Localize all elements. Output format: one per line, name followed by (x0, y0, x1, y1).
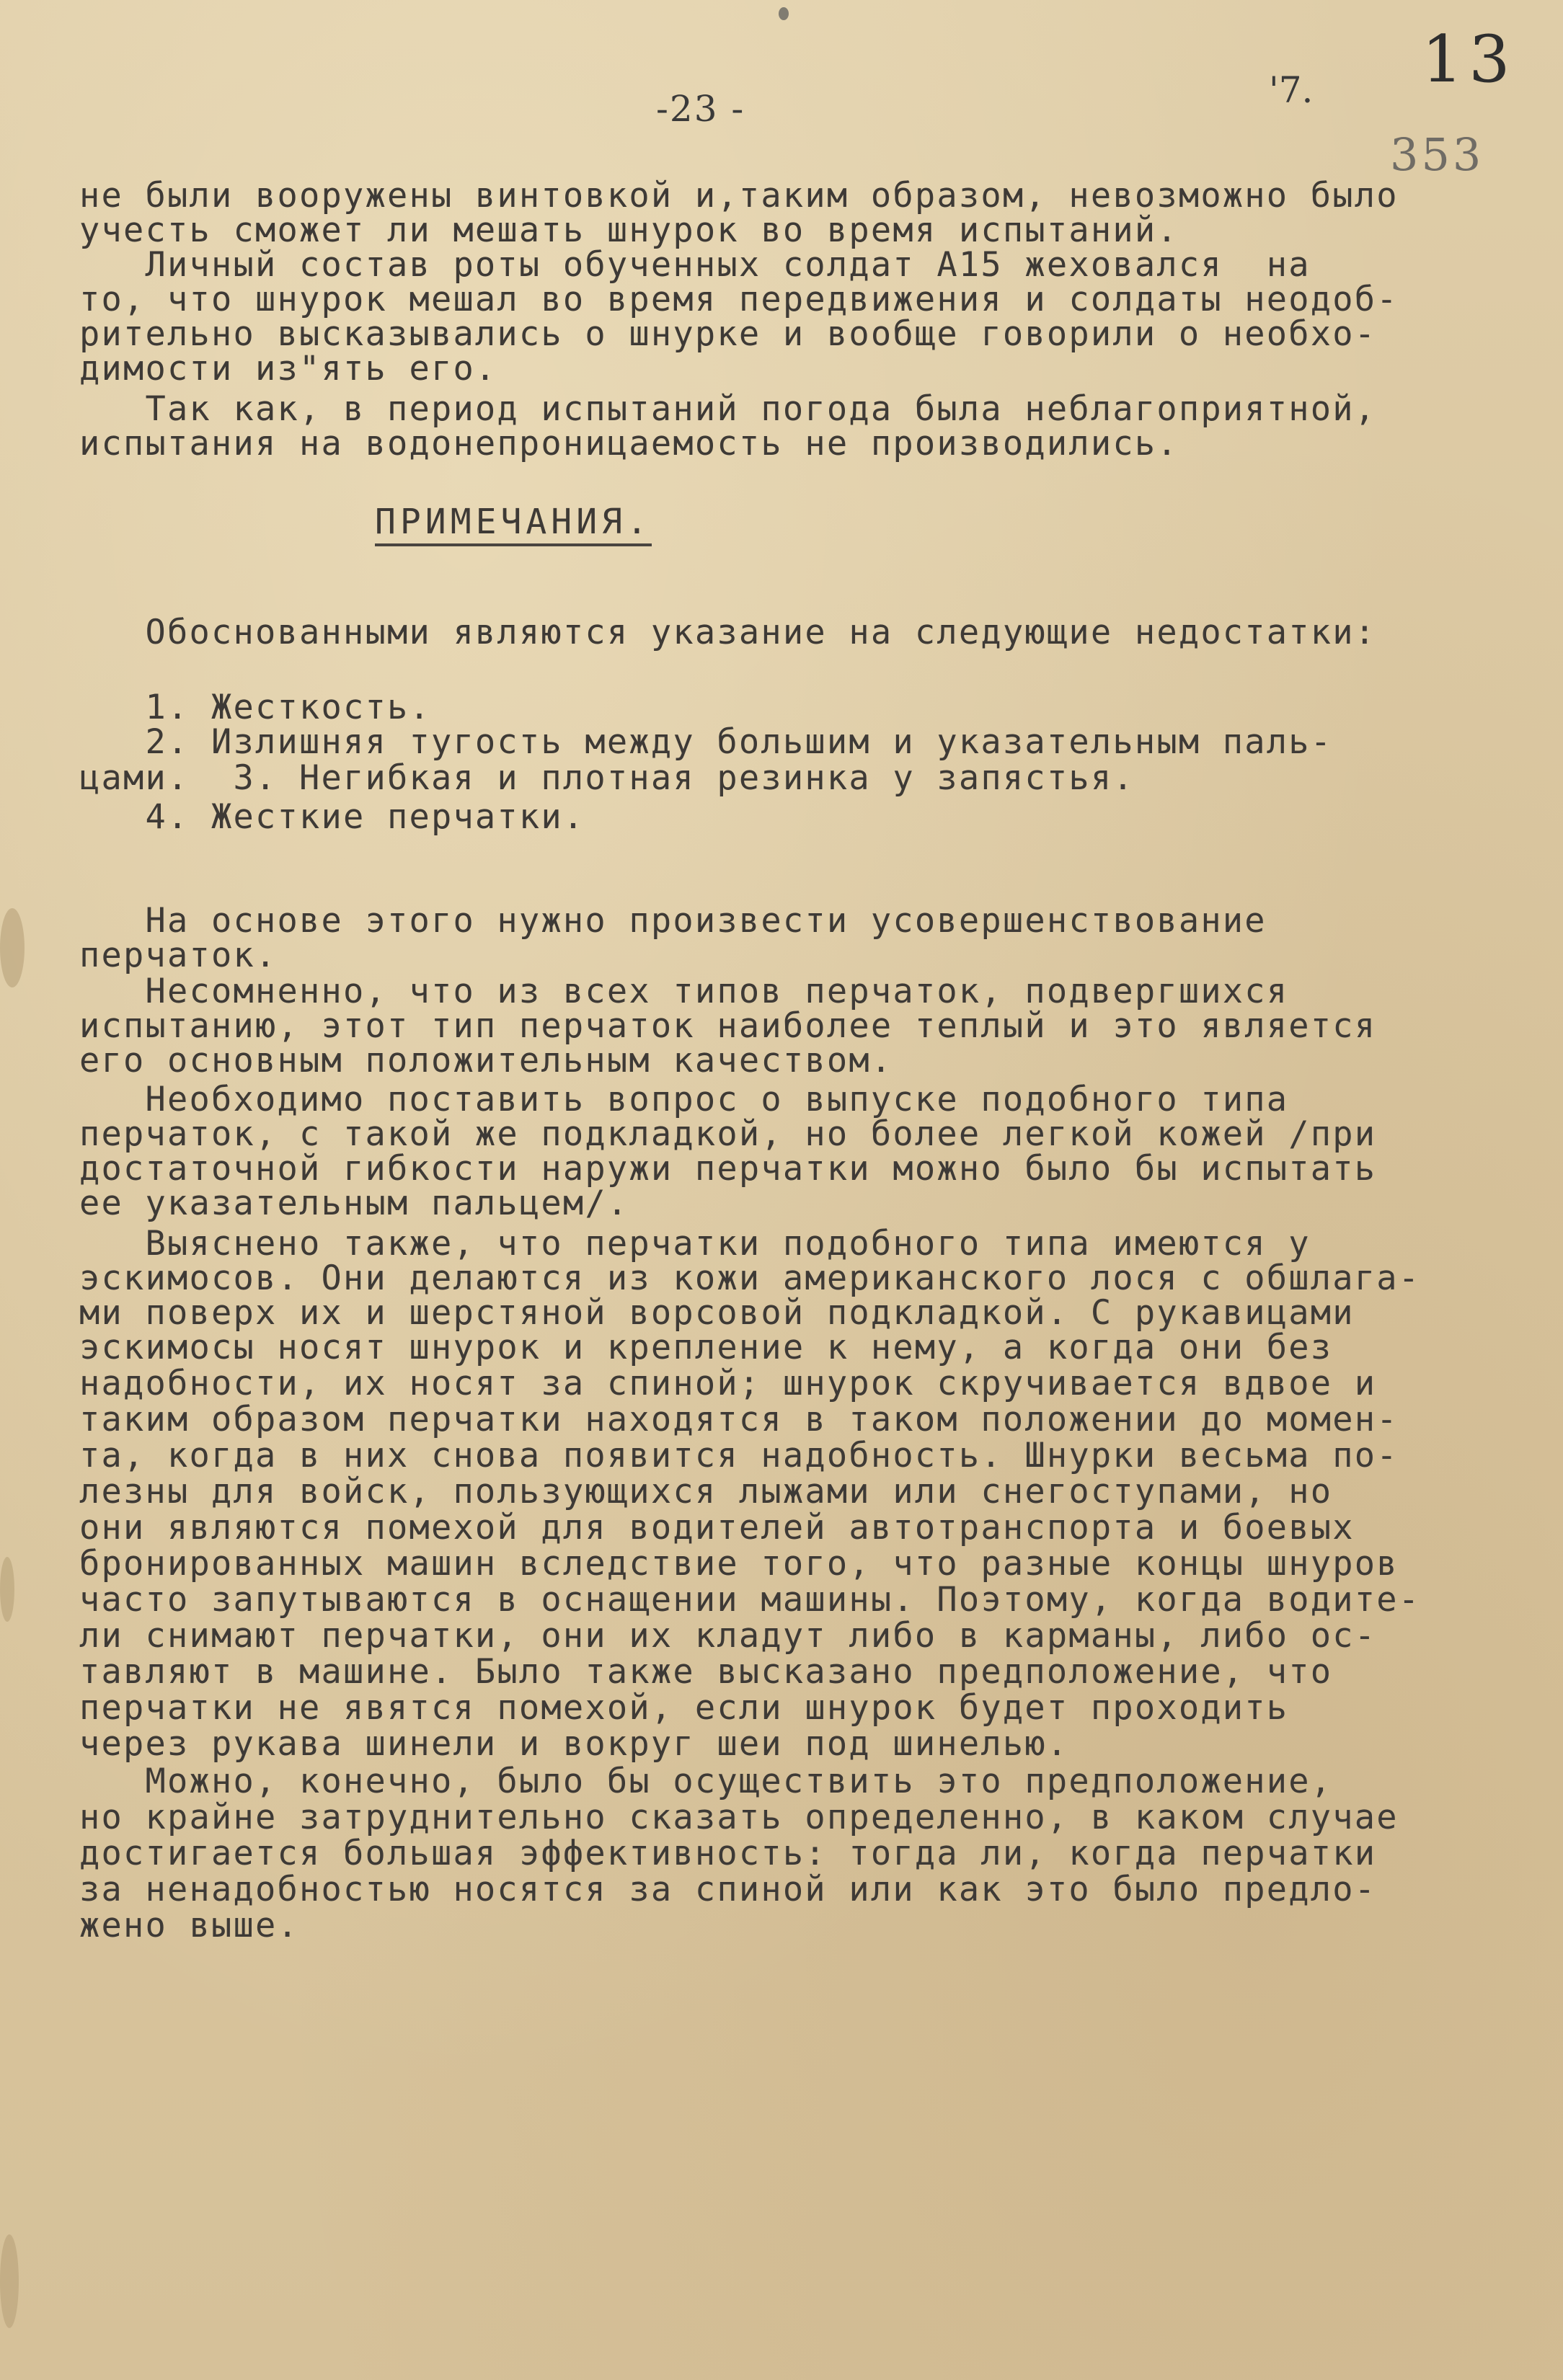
text-line: перчатки не явятся помехой, если шнурок будет проходить (79, 1688, 1289, 1728)
list-item: 2. Излишняя тугость между большим и указательным паль- (79, 722, 1333, 762)
text-line: то, что шнурок мешал во время передвижения и солдаты неодоб- (79, 280, 1399, 319)
text-line: эскимосов. Они делаются из кожи американского лося с обшлага- (79, 1258, 1421, 1298)
sheet-mark: '7. (1269, 69, 1314, 111)
stamp-number: 353 (1390, 128, 1484, 181)
ink-dot (779, 7, 789, 20)
text-line: бронированных машин вследствие того, что разные концы шнуров (79, 1544, 1399, 1584)
text-line: Личный состав роты обученных солдат А15 жеховался на (79, 245, 1311, 285)
text-line: та, когда в них снова появится надобность. Шнурки весьма по- (79, 1436, 1399, 1475)
text-line: но крайне затруднительно сказать определенно, в каком случае (79, 1798, 1399, 1837)
text-line: таким образом перчатки находятся в таком положении до момен- (79, 1400, 1399, 1439)
text-line: Необходимо поставить вопрос о выпуске подобного типа (79, 1080, 1289, 1119)
text-line: Так как, в период испытаний погода была неблагоприятной, (79, 389, 1377, 429)
text-line: тавляют в машине. Было также высказано предположение, что (79, 1652, 1333, 1692)
text-line: надобности, их носят за спиной; шнурок скручивается вдвое и (79, 1364, 1377, 1403)
text-line: часто запутываются в оснащении машины. Поэтому, когда водите- (79, 1580, 1421, 1620)
text-line: они являются помехой для водителей автотранспорта и боевых (79, 1508, 1355, 1548)
text-line: Обоснованными являются указание на следующие недостатки: (79, 613, 1377, 652)
text-line: его основным положительным качеством. (79, 1041, 893, 1080)
text-line: перчаток. (79, 936, 278, 975)
text-line: Выяснено также, что перчатки подобного типа имеются у (79, 1224, 1311, 1264)
text-line: Несомненно, что из всех типов перчаток, подвергшихся (79, 972, 1289, 1011)
paper-damage-mark (0, 1557, 14, 1622)
list-item: цами. 3. Негибкая и плотная резинка у запястья. (79, 758, 1135, 798)
folio-number: 13 (1422, 22, 1516, 97)
text-line: достаточной гибкости наружи перчатки можно было бы испытать (79, 1149, 1377, 1189)
text-line: ли снимают перчатки, они их кладут либо в карманы, либо ос- (79, 1616, 1377, 1656)
page-number-typed: -23 - (656, 88, 745, 130)
text-line: рительно высказывались о шнурке и вообще говорили о необхо- (79, 314, 1377, 354)
list-item: 1. Жесткость. (79, 688, 431, 727)
section-heading: ПРИМЕЧАНИЯ. (375, 502, 652, 546)
text-line: достигается большая эффективность: тогда ли, когда перчатки (79, 1834, 1377, 1873)
text-line: ми поверх их и шерстяной ворсовой подкладкой. С рукавицами (79, 1293, 1355, 1333)
text-line: димости из"ять его. (79, 349, 497, 388)
text-line: не были вооружены винтовкой и,таким образом, невозможно было (79, 176, 1399, 216)
text-line: учесть сможет ли мешать шнурок во время испытаний. (79, 210, 1179, 250)
text-line: Можно, конечно, было бы осуществить это предположение, (79, 1762, 1333, 1801)
text-line: На основе этого нужно произвести усовершенствование (79, 901, 1267, 941)
text-line: испытания на водонепроницаемость не производились. (79, 424, 1179, 463)
text-line: испытанию, этот тип перчаток наиболее теплый и это является (79, 1006, 1377, 1046)
text-line: ее указательным пальцем/. (79, 1184, 629, 1223)
text-line: за ненадобностью носятся за спиной или как это было предло- (79, 1870, 1377, 1909)
text-line: через рукава шинели и вокруг шеи под шинелью. (79, 1724, 1069, 1764)
list-item: 4. Жесткие перчатки. (79, 797, 585, 837)
text-line: эскимосы носят шнурок и крепление к нему, а когда они без (79, 1328, 1333, 1367)
paper-damage-mark (0, 908, 25, 987)
text-line: лезны для войск, пользующихся лыжами или снегоступами, но (79, 1472, 1333, 1511)
text-line: перчаток, с такой же подкладкой, но более легкой кожей /при (79, 1114, 1377, 1154)
paper-damage-mark (0, 2234, 19, 2328)
text-line: жено выше. (79, 1906, 299, 1945)
